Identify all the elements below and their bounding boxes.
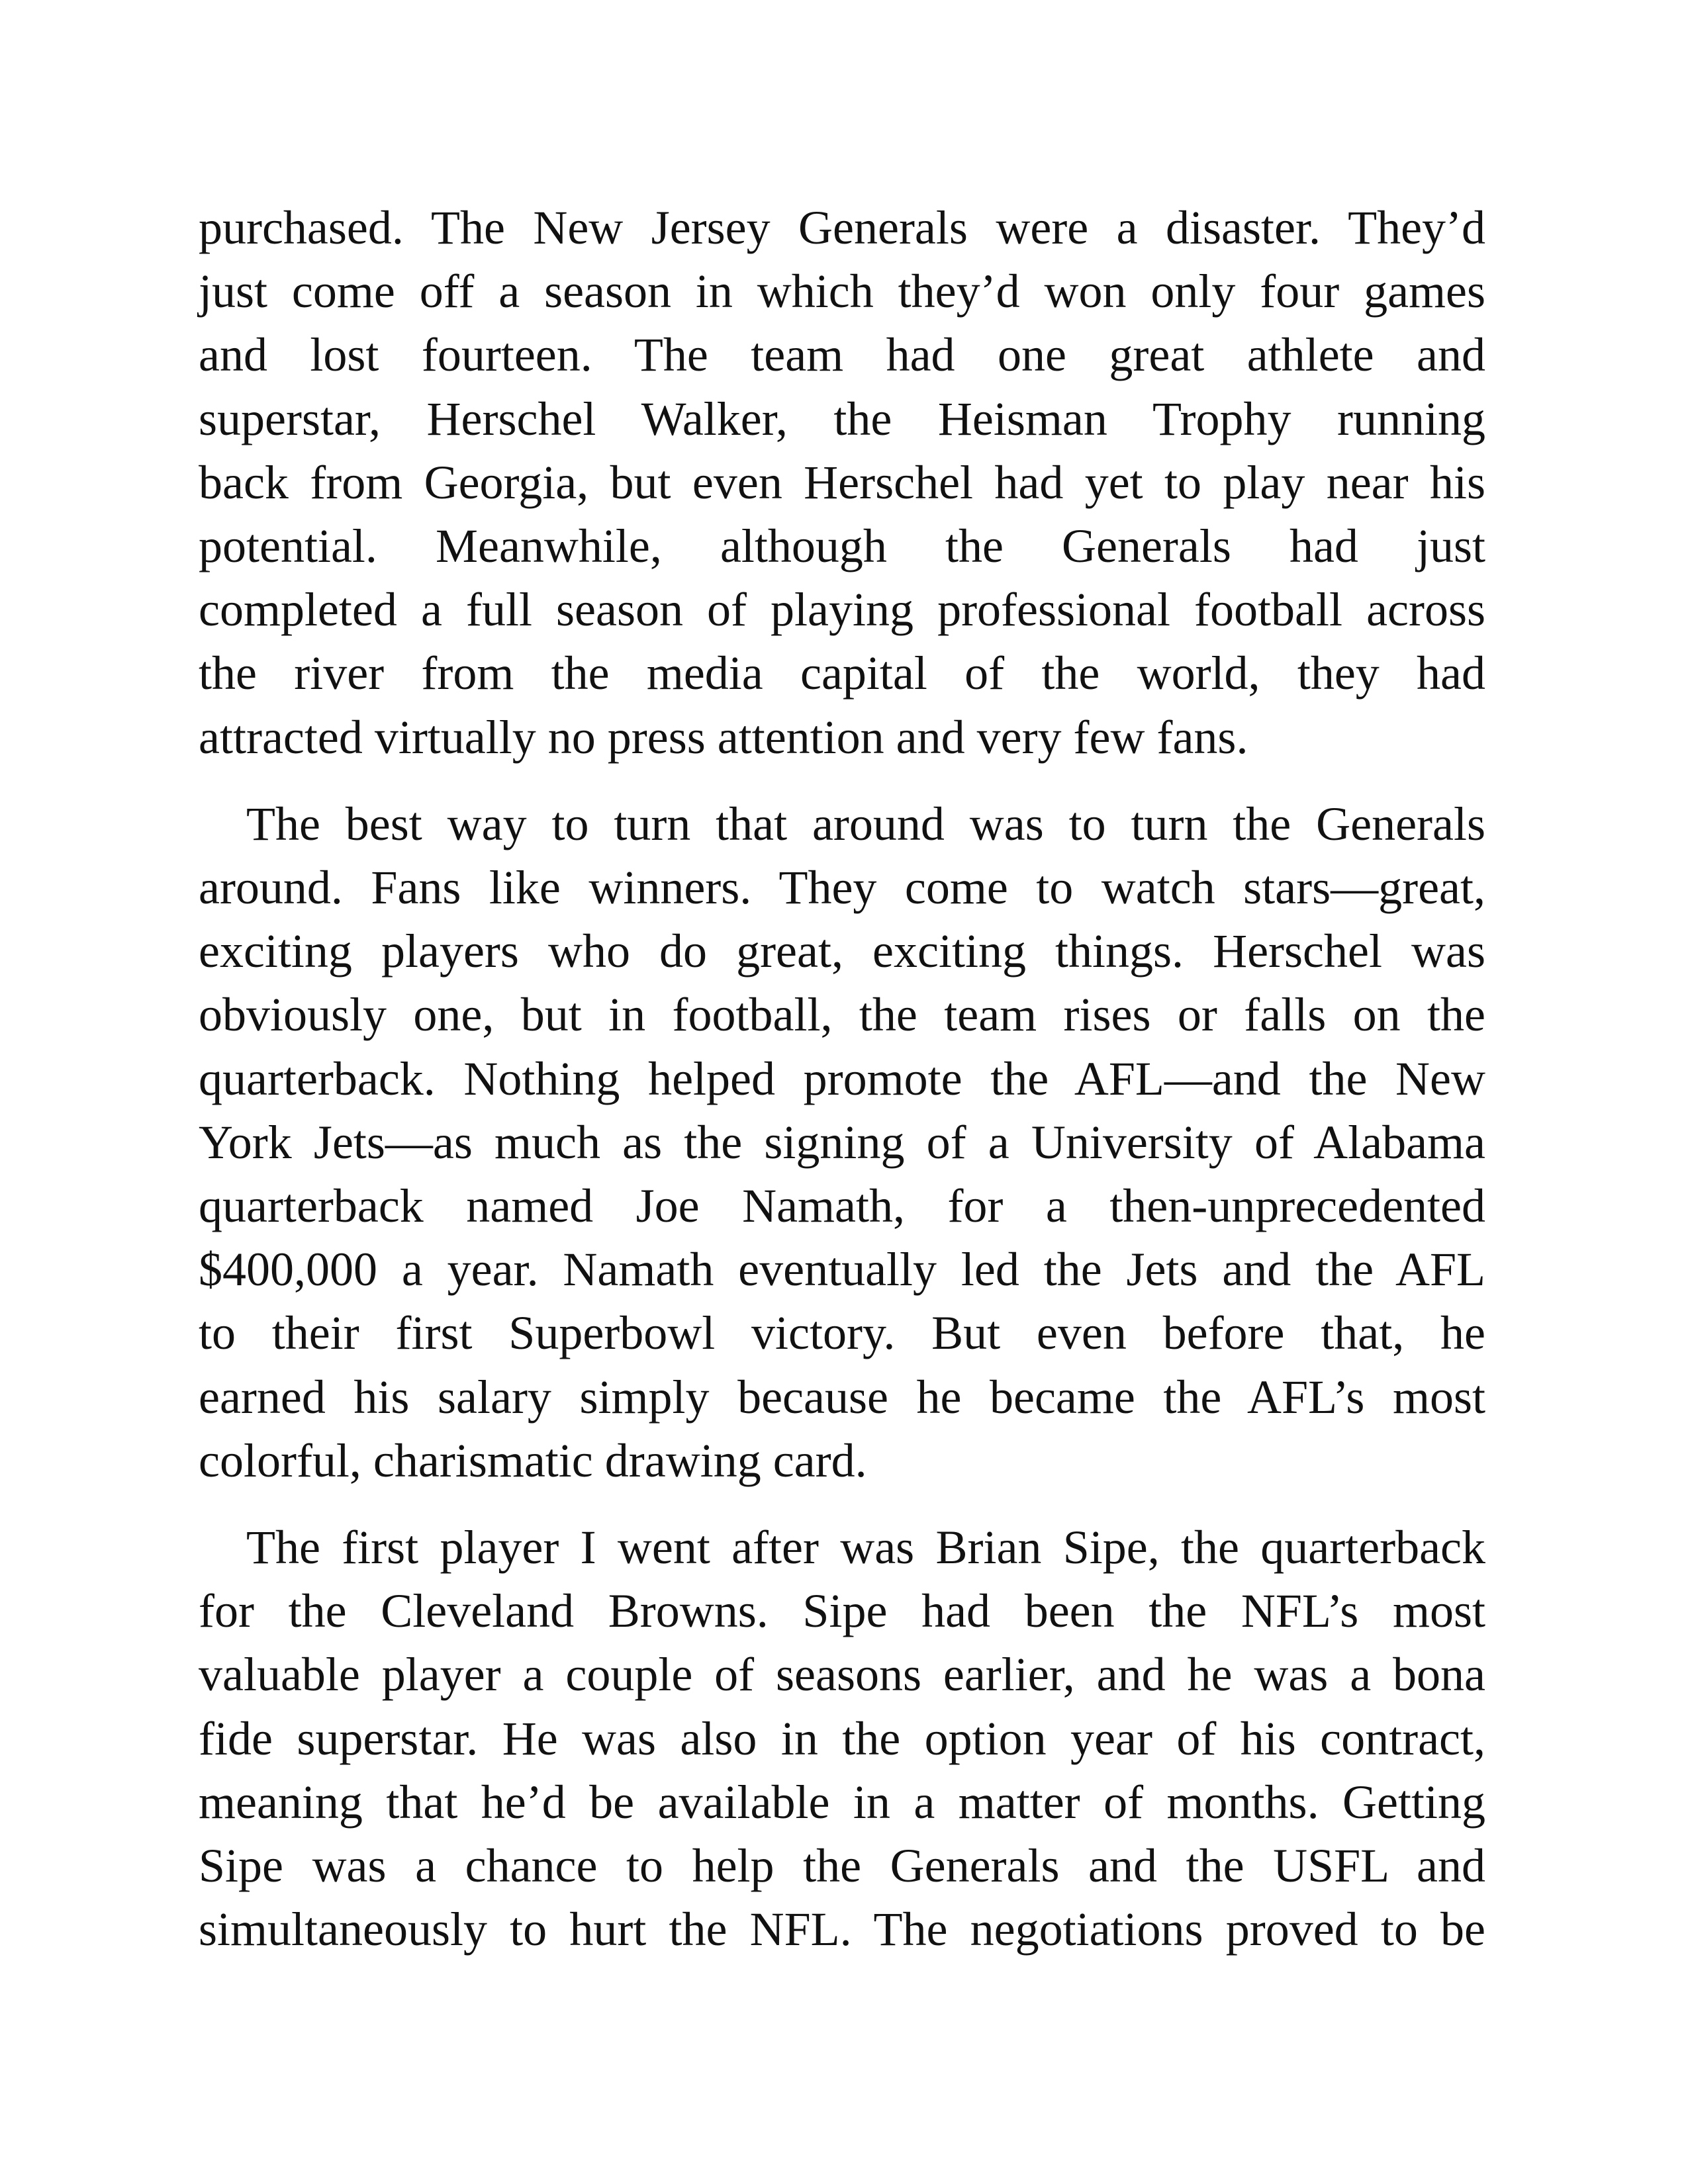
- text-line: to their first Superbowl victory. But even before that, he: [199, 1306, 1485, 1360]
- text-line: quarterback named Joe Namath, for a then-unprecedented: [199, 1179, 1485, 1233]
- text-line: valuable player a couple of seasons earlier, and he was a bona: [199, 1648, 1485, 1702]
- text-line: attracted virtually no press attention and very few fans.: [199, 710, 1248, 764]
- text-line: and lost fourteen. The team had one great athlete and: [199, 328, 1485, 382]
- text-line: Sipe was a chance to help the Generals and the USFL and: [199, 1839, 1485, 1893]
- book-page: [199, 196, 1485, 1984]
- text-line: just come off a season in which they’d won only four games: [199, 265, 1485, 318]
- paragraph-1: [199, 196, 1485, 769]
- text-line: exciting players who do great, exciting things. Herschel was: [199, 925, 1485, 978]
- text-line: superstar, Herschel Walker, the Heisman Trophy running: [199, 392, 1485, 445]
- text-line: meaning that he’d be available in a matter of months. Getting: [199, 1775, 1485, 1829]
- text-line: The first player I went after was Brian Sipe, the quarterback: [246, 1521, 1485, 1574]
- paragraph-3: [199, 1516, 1485, 1961]
- text-line: for the Cleveland Browns. Sipe had been the NFL’s most: [199, 1584, 1485, 1638]
- text-line: colorful, charismatic drawing card.: [199, 1433, 867, 1487]
- text-line: around. Fans like winners. They come to watch stars—great,: [199, 861, 1485, 915]
- text-line: simultaneously to hurt the NFL. The negotiations proved to be: [199, 1903, 1485, 1956]
- text-line: the river from the media capital of the world, they had: [199, 647, 1485, 700]
- paragraph-2: [199, 792, 1485, 1492]
- text-line: $400,000 a year. Namath eventually led the Jets and the AFL: [199, 1243, 1485, 1297]
- text-line: fide superstar. He was also in the option year of his contract,: [199, 1711, 1485, 1765]
- text-line: quarterback. Nothing helped promote the AFL—and the New: [199, 1052, 1485, 1105]
- text-line: back from Georgia, but even Herschel had yet to play near his: [199, 455, 1485, 509]
- text-line: purchased. The New Jersey Generals were a disaster. They’d: [199, 201, 1485, 254]
- text-line: completed a full season of playing professional football across: [199, 583, 1485, 637]
- text-line: The best way to turn that around was to turn the Generals: [246, 797, 1485, 850]
- text-line: York Jets—as much as the signing of a University of Alabama: [199, 1115, 1485, 1169]
- text-line: obviously one, but in football, the team rises or falls on the: [199, 988, 1485, 1042]
- text-line: earned his salary simply because he became the AFL’s most: [199, 1370, 1485, 1424]
- text-line: potential. Meanwhile, although the Generals had just: [199, 520, 1485, 573]
